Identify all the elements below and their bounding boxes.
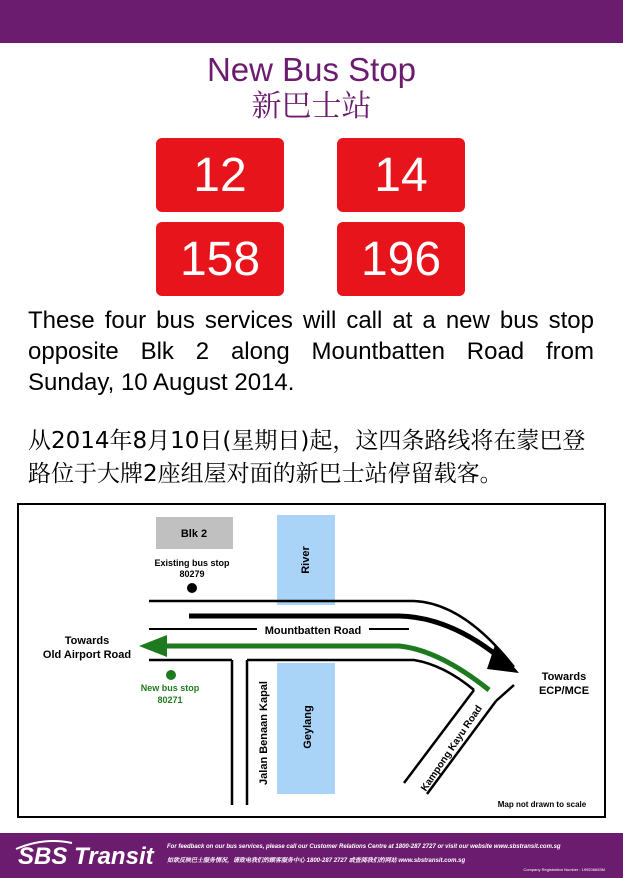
notice-english: These four bus services will call at a new bus stop opposite Blk 2 along Mountbatten Road from Sunday, 10 August 2014. [28, 307, 594, 396]
service-badge-158: 158 [156, 222, 284, 296]
top-banner [0, 0, 623, 43]
towards-east-destination: ECP/MCE [538, 685, 590, 697]
company-registration: Company Registration Number : 199206653M [523, 867, 605, 872]
feedback-english: For feedback on our bus services, please call our Customer Relations Centre at 1800-287 2727 or visit our website www.sbstransit.com.sg [167, 844, 561, 850]
sbs-transit-logo: SBS Transit [18, 843, 154, 870]
service-badge-14: 14 [337, 138, 465, 212]
kampong-right-edge [427, 701, 496, 794]
towards-west-label: Towards [64, 635, 110, 647]
scale-note: Map not drawn to scale [497, 800, 587, 809]
page-title: New Bus Stop [206, 51, 417, 88]
service-badge-12: 12 [156, 138, 284, 212]
towards-east-label: Towards [541, 671, 587, 683]
geylang-label: Geylang [302, 705, 314, 749]
new-stop-marker [166, 670, 176, 680]
feedback-chinese: 如欲反映巴士服务情况，请致电我们的顾客服务中心 1800-287 2727 或查阅我们的网站 www.sbstransit.com.sg [167, 858, 466, 864]
arrow-west-head [139, 635, 167, 657]
block-label: Blk 2 [180, 528, 208, 540]
route-map [17, 503, 606, 818]
service-badge-196: 196 [337, 222, 465, 296]
towards-west-destination: Old Airport Road [42, 649, 132, 661]
kampong-kayu-road-label: Kampong Kayu Road [419, 703, 485, 794]
page-title-chinese: 新巴士站 [251, 89, 372, 124]
new-stop-label: New bus stop [140, 683, 200, 693]
existing-stop-label: Existing bus stop [154, 558, 230, 568]
existing-stop-code: 80279 [179, 569, 205, 579]
footer-banner [0, 833, 623, 878]
mountbatten-road-label: Mountbatten Road [264, 625, 362, 637]
new-stop-code: 80271 [157, 695, 183, 705]
existing-stop-marker [187, 583, 197, 593]
river-label: River [300, 546, 312, 574]
jalan-benaan-kapal-label: Jalan Benaan Kapal [258, 681, 270, 785]
notice-chinese: 从2014年8月10日(星期日)起，这四条路线将在蒙巴登路位于大牌2座组屋对面的新巴士站停留载客。 [28, 428, 586, 487]
